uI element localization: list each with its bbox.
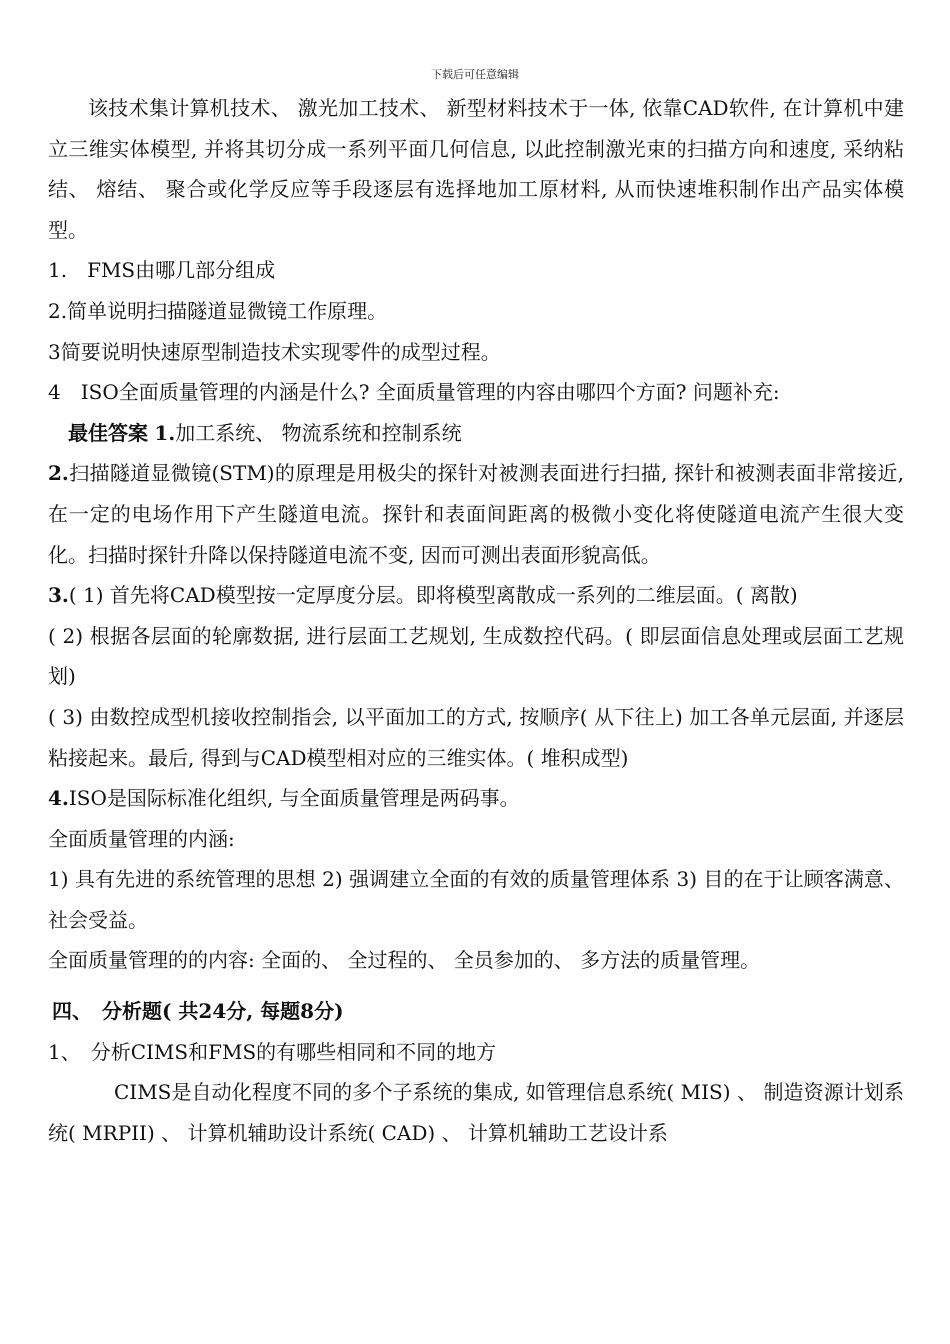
answer-3-number: 3. [48, 583, 69, 608]
page-header: 下载后可任意编辑 [431, 68, 519, 81]
answer-3-step-1 [48, 575, 904, 616]
answer-3-step-2: ( 2) 根据各层面的轮廓数据, 进行层面工艺规划, 生成数控代码。( 即层面信息处理或层面工艺规划) [48, 623, 904, 689]
answer-4-line-2: 1) 具有先进的系统管理的思想 2) 强调建立全面的有效的质量管理体系 3) 目的在于让顾客满意、 社会受益。 [48, 867, 904, 932]
answer-3-step-3: ( 3) 由数控成型机接收控制指会, 以平面加工的方式, 按顺序( 从下往上) 加工各单元层面, 并逐层粘接起来。最后, 得到与CAD模型相对应的三维实体。( 堆积成型) [48, 704, 904, 770]
intro-paragraph: 该技术集计算机技术、 激光加工技术、 新型材料技术于一体, 依靠CAD软件, 在计算机中建立三维实体模型, 并将其切分成一系列平面几何信息, 以此控制激光束的扫描方向和速度, 采纳粘结、 熔结、 聚合或化学反应等手段逐层有选择地加工原材料, 从而快速堆积制作出产品实体模型。 [48, 96, 904, 242]
question-3: 3简要说明快速原型制造技术实现零件的成型过程。 [48, 339, 501, 364]
answer-2 [48, 453, 904, 575]
answer-2-number: 2. [48, 461, 69, 486]
answer-2-text: 扫描隧道显微镜(STM)的原理是用极尖的探针对被测表面进行扫描, 探针和被测表面非常接近, 在一定的电场作用下产生隧道电流。探针和表面间距离的极微小变化将使隧道电流产生很大变化。扫描时探针升降以保持隧道电流不变, 因而可测出表面形貌高低。 [48, 461, 904, 567]
question-1: 1. FMS由哪几部分组成 [48, 258, 276, 283]
answer-1-text: 加工系统、 物流系统和控制系统 [175, 420, 462, 445]
answer-3-step-1-text: ( 1) 首先将CAD模型按一定厚度分层。即将模型离散成一系列的二维层面。( 离散) [68, 583, 798, 608]
section-4-title: 四、 分析题( 共24分, 每题8分) [52, 999, 344, 1024]
answer-4 [48, 778, 904, 819]
answer-4-line-1: 全面质量管理的内涵: [48, 826, 235, 851]
question-2: 2.简单说明扫描隧道显微镜工作原理。 [48, 298, 388, 323]
best-answer-label: 最佳答案 [68, 420, 148, 445]
section-4-question-1: 1、 分析CIMS和FMS的有哪些相同和不同的地方 [48, 1039, 497, 1064]
answer-4-text: ISO是国际标准化组织, 与全面质量管理是两码事。 [68, 786, 520, 811]
answer-4-line-3: 全面质量管理的的内容: 全面的、 全过程的、 全员参加的、 多方法的质量管理。 [48, 948, 761, 973]
answer-1 [48, 413, 904, 454]
document-body [48, 88, 904, 1153]
section-4-paragraph: CIMS是自动化程度不同的多个子系统的集成, 如管理信息系统( MIS) 、 制造资源计划系统( MRPII) 、 计算机辅助设计系统( CAD) 、 计算机辅助工艺设计系 [48, 1080, 904, 1145]
answer-1-number: 1. [154, 420, 176, 445]
question-4: 4 ISO全面质量管理的内涵是什么? 全面质量管理的内容由哪四个方面? 问题补充: [48, 380, 780, 405]
answer-4-number: 4. [48, 786, 69, 811]
